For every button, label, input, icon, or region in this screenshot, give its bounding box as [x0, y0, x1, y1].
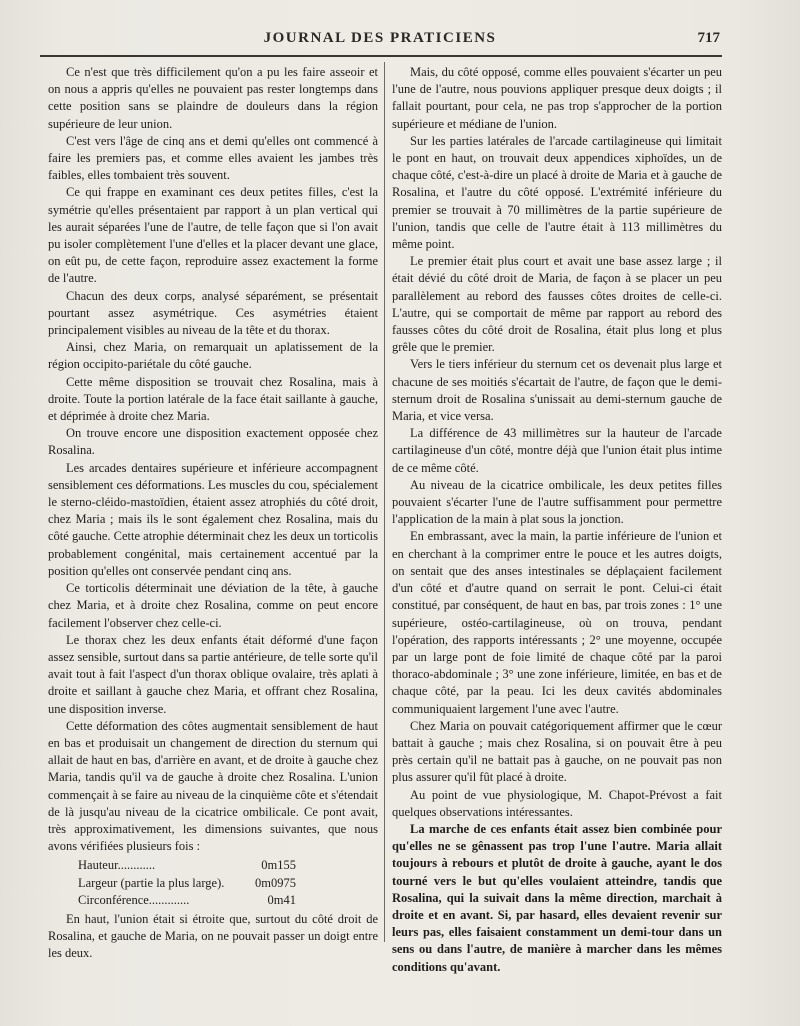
dimension-label: Circonférence.............: [78, 892, 190, 907]
column-divider: [384, 62, 385, 942]
paragraph: Le thorax chez les deux enfants était déformé d'une façon assez sensible, surtout dans sa partie antérieure, de telle sorte qu'il avait tout à fait l'aspect d'un thorax oblique ovalaire, très aplati à droite et saillant à gauche chez Maria, et offrant chez Rosalina, une disposition inverse.: [48, 632, 378, 716]
paragraph: Ce qui frappe en examinant ces deux petites filles, c'est la symétrie qu'elles présentaient par rapport à un plan vertical qui les aurait séparées l'une de l'autre, de telle façon que si l'on avait pu isoler complètement l'une d'elles et la placer devant une glace, on eût pu, de cette façon, reproduire assez exactement la forme de l'autre.: [48, 185, 378, 286]
paragraph: C'est vers l'âge de cinq ans et demi qu'elles ont commencé à faire les premiers pas, et comme elles avaient les jambes très faibles, elles tombaient très souvent.: [48, 133, 378, 183]
dimension-row: [78, 857, 296, 874]
paragraph: Chacun des deux corps, analysé séparément, se présentait pourtant assez asymétrique. Ces asymétries étaient principalement visibles au niveau de la tête et du thorax.: [48, 288, 378, 338]
paragraph: On trouve encore une disposition exactement opposée chez Rosalina.: [48, 426, 378, 458]
dimension-label: Largeur (partie la plus large).: [78, 875, 225, 890]
paragraph: Ainsi, chez Maria, on remarquait un aplatissement de la région occipito-pariétale du côté gauche.: [48, 340, 378, 372]
header-rule: [40, 55, 722, 57]
dimension-row: [78, 875, 296, 892]
dimension-value: 0m0975: [255, 875, 296, 890]
paragraph: Mais, du côté opposé, comme elles pouvaient s'écarter un peu l'une de l'autre, nous pouvions appliquer presque deux doigts ; il fallait pourtant, pour cela, ne pas trop s'approcher de la portion supérieure et médiane de l'union.: [392, 65, 722, 131]
page-number: 717: [697, 30, 720, 46]
paragraph: Sur les parties latérales de l'arcade cartilagineuse qui limitait le pont en haut, on trouvait deux appendices xiphoïdes, un de chaque côté, c'est-à-dire un placé à droite de Maria et à gauche de Rosalina, et l'autre du côté opposé. L'extrémité inférieure du premier se trouvait à 70 millimètres de la partie supérieure de l'union, tandis que celle de l'autre était à 113 millimètres du même point.: [392, 133, 722, 252]
paragraph: Au point de vue physiologique, M. Chapot-Prévost a fait quelques observations intéressantes.: [392, 787, 722, 819]
paragraph: Le premier était plus court et avait une base assez large ; il était dévié du côté droit de Maria, de façon à se placer un peu parallèlement au rebord des fausses côtes droites de celle-ci. L'autre, qui se comportait de même par rapport au rebord des fausses côtes du côté droit de Rosalina, était plus long et plus grêle que le premier.: [392, 254, 722, 355]
paragraph: Ce torticolis déterminait une déviation de la tête, à gauche chez Maria, et à droite chez Rosalina, comme on peut encore facilement l'observer chez celle-ci.: [48, 581, 378, 630]
journal-title: JOURNAL DES PRATICIENS: [263, 30, 497, 46]
paragraph: Vers le tiers inférieur du sternum cet os devenait plus large et chacune de ses moitiés s'écartait de l'autre, de façon que le demi-sternum droit de Rosalina s'unissait au demi-sternum gauche de Maria, et vice versa.: [392, 357, 722, 424]
dimension-row: [78, 892, 296, 909]
dimensions-table: [78, 857, 378, 909]
right-column: [392, 64, 722, 976]
paragraph: La marche de ces enfants était assez bien combinée pour qu'elles ne se gênassent pas trop l'une l'autre. Maria allait toujours à rebours et plutôt de droite à gauche, ayant le dos tourné vers le but qu'elles voulaient atteindre, tandis que Rosalina, qui la suivait dans la même direction, marchait à droite et en avant. Si, par hasard, elles devaient revenir sur leurs pas, elles faisaient constamment un demi-tour dans un sens ou dans l'autre, de manière à marcher dans les mêmes conditions qu'avant.: [392, 821, 722, 974]
paragraph: La différence de 43 millimètres sur la hauteur de l'arcade cartilagineuse d'un côté, montre déjà que l'union était plus intime de ce même côté.: [392, 426, 722, 475]
paragraph: Les arcades dentaires supérieure et inférieure accompagnent sensiblement ces déformations. Les muscles du cou, spécialement le sterno-cléido-mastoïdien, étaient assez atrophiés du côté droit, chez Maria ; mais ils le sont également chez Rosalina, mais du côté gauche. Cette atrophie déterminait chez les deux un torticolis probablement congénital, mais certainement accentué par la position qu'elles ont conservée pendant cinq ans.: [48, 460, 378, 578]
paragraph: Cette même disposition se trouvait chez Rosalina, mais à droite. Toute la portion latérale de la face était saillante à gauche, et déprimée à droite chez Maria.: [48, 374, 378, 424]
left-column: [48, 64, 378, 963]
dimension-value: 0m155: [261, 858, 296, 873]
running-header: [40, 30, 720, 52]
dimension-value: 0m41: [267, 892, 296, 907]
paragraph: Au niveau de la cicatrice ombilicale, les deux petites filles pouvaient s'écarter l'une de l'autre suffisamment pour permettre l'application de la main à plat sous la jonction.: [392, 477, 722, 527]
paragraph: Chez Maria on pouvait catégoriquement affirmer que le cœur battait à gauche ; mais chez Rosalina, si on pouvait être à peu près certain qu'il ne battait pas à gauche, on ne pouvait pas non plus assurer qu'il fût placé à droite.: [392, 718, 722, 785]
paragraph: Cette déformation des côtes augmentait sensiblement de haut en bas et produisait un changement de direction du sternum qui allait de haut en bas, d'arrière en avant, et de droite à gauche chez Maria, tandis qu'il va de gauche à droite chez Rosalina. L'union commençait à se faire au niveau de la cinquième côte et s'étendait de là jusqu'au niveau de la cicatrice ombilicale. Ce pont avait, très approximativement, les dimensions suivantes, que nous avons vérifiées plusieurs fois :: [48, 718, 378, 854]
paragraph: En haut, l'union était si étroite que, surtout du côté droit de Rosalina, et gauche de Maria, on ne pouvait passer un doigt entre les deux.: [48, 911, 378, 961]
paragraph: En embrassant, avec la main, la partie inférieure de l'union et en cherchant à la comprimer entre le pouce et les autres doigts, on sentait que des anses intestinales se déplaçaient facilement d'un côté et d'autre quand on serrait le pont. Celui-ci était constitué, par conséquent, de haut en bas, par trois zones : 1° une supérieure, ostéo-cartilagineuse, où on trouva, pendant l'opération, des rapports intéressants ; 2° une moyenne, occupée par un large pont de foie limité de chaque côté par la paroi thoraco-abdominale ; 3° une zone inférieure, limitée, en bas et de chaque côté, par la peau. Ici les deux cavités abdominales communiquaient largement l'une avec l'autre.: [392, 529, 722, 716]
dimension-label: Hauteur............: [78, 858, 156, 873]
paragraph: Ce n'est que très difficilement qu'on a pu les faire asseoir et on nous a appris qu'elles ne pouvaient pas rester longtemps dans cette position sans se plaindre de douleurs dans la région supérieure de leur union.: [48, 65, 378, 131]
